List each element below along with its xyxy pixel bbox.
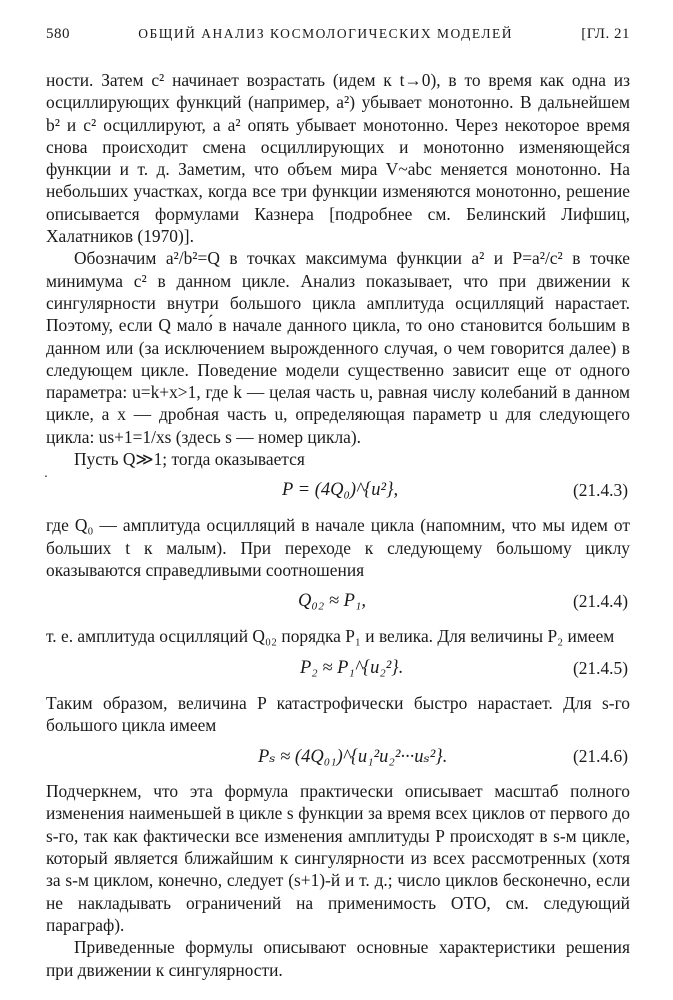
paragraph-1: ности. Затем c² начинает возрастать (идем к t→0), в то время как одна из осциллирующих функций (например, a²) убывает монотонно. В дальнейшем b² и c² осциллируют, а a² опять убывает монотонно. Через некоторое время снова происходит смена осциллирующих и монотонно изменяющейся функции и т. д. Заметим, что объем мира V~abc меняется монотонно. На небольших участках, когда все три функции изменяются монотонно, решение описывается формулами Казнера [подробнее см. Белинский Лифшиц, Халатников (1970)]. (46, 70, 630, 247)
paragraph-7: Подчеркнем, что эта формула практически описывает масштаб полного изменения наименьшей в цикле s функции за время всех циклов от первого до s-го, так как фактически все изменения амплитуды P происходят в s-м цикле, который является ближайшим к сингулярности из всех рассмотренных (хотя за s-м циклом, конечно, следует (s+1)-й и т. д.; число циклов бесконечно, если не накладывать ограничений на применимость ОТО, см. следующий параграф). (46, 781, 630, 935)
equation-number: (21.4.5) (572, 657, 628, 678)
equation-21-4-6 (46, 736, 630, 780)
paragraph-5: т. е. амплитуда осцилляций Q₀₂ порядка P₁ и велика. Для величины P₂ имеем (46, 626, 615, 647)
page (46, 26, 630, 981)
running-header (46, 26, 630, 43)
equation-number: (21.4.6) (572, 746, 628, 767)
equation-21-4-4 (46, 581, 630, 625)
equation-21-4-5 (46, 648, 630, 692)
equation-body: P₂ ≈ P₁^{u₂²}. (300, 657, 404, 678)
running-title: ОБЩИЙ АНАЛИЗ КОСМОЛОГИЧЕСКИХ МОДЕЛЕЙ (138, 26, 514, 41)
paragraph-2: Обозначим a²/b²=Q в точках максимума функции a² и P=a²/c² в точке минимума c² в данном цикле. Анализ показывает, что при движении к сингулярности внутри большого цикла амплитуда осцилляций нарастает. Поэтому, если Q мало́ в начале данного цикла, то оно становится большим в данном или (за исключением вырожденного случая, о чем говорится далее) в следующем цикле. Поведение модели существенно зависит еще от одного параметра: u=k+x>1, где k — целая часть u, равная числу колебаний в данном цикле, а x — дробная часть u, определяющая параметр u для следующего цикла: us+1=1/xs (здесь s — номер цикла). (46, 248, 630, 447)
equation-body: Q₀₂ ≈ P₁, (298, 591, 366, 612)
chapter-label: [ГЛ. 21 (581, 26, 630, 42)
paragraph-3: Пусть Q≫1; тогда оказывается (74, 449, 305, 470)
equation-number: (21.4.4) (572, 591, 628, 612)
equation-body: Pₛ ≈ (4Q₀₁)^{u₁²u₂²···uₛ²}. (258, 747, 448, 768)
paragraph-4: где Q₀ — амплитуда осцилляций в начале цикла (напомним, что мы идем от больших t к малым). При переходе к следующему большому циклу оказываются справедливыми соотношения (46, 515, 630, 580)
paragraph-8: Приведенные формулы описывают основные характеристики решения при движении к сингулярности. (46, 937, 630, 980)
paragraph-6: Таким образом, величина P катастрофически быстро нарастает. Для s-го большого цикла имеем (46, 692, 630, 735)
equation-body: P = (4Q₀)^{u²}, (282, 480, 399, 501)
equation-number: (21.4.3) (572, 480, 628, 501)
equation-21-4-3: · P = (4Q₀)^{u²}, (21.4.3) (44, 470, 628, 501)
page-number: 580 (46, 26, 70, 42)
